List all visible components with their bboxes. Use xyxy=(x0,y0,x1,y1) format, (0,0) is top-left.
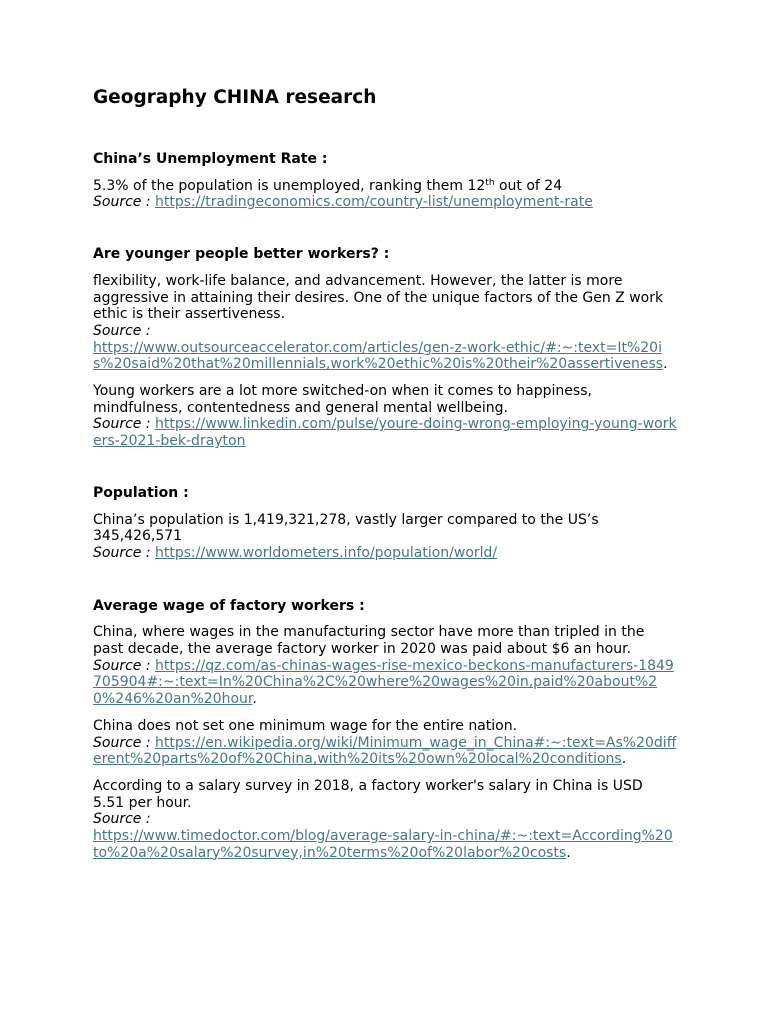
source-label: Source : xyxy=(93,657,151,674)
source-link-qz[interactable]: https://qz.com/as-chinas-wages-rise-mexico-beckons-manufacturers-1849705904#:~:text=In%20China%2C%20where%20wages%20in,paid%20about%20%246%20an%20hour xyxy=(93,657,674,708)
paragraph-gen-z xyxy=(93,273,678,373)
ordinal-superscript: th xyxy=(485,177,495,188)
gen-z-text: flexibility, work-life balance, and advancement. However, the latter is more aggressive in attaining their desires. One of the unique factors of the Gen Z work ethic is their assertiveness. xyxy=(93,272,664,323)
document-body xyxy=(93,87,678,862)
minimum-wage-text: China does not set one minimum wage for the entire nation. xyxy=(93,717,518,734)
source-link-linkedin[interactable]: https://www.linkedin.com/pulse/youre-doing-wrong-employing-young-workers-2021-bek-drayton xyxy=(93,416,677,450)
young-workers-text: Young workers are a lot more switched-on when it comes to happiness, mindfulness, contentedness and general mental wellbeing. xyxy=(93,383,592,416)
period: . xyxy=(663,356,668,373)
source-link-population[interactable]: https://www.worldometers.info/population/world/ xyxy=(155,544,498,561)
source-label: Source : xyxy=(93,416,151,433)
paragraph-salary-survey xyxy=(93,778,678,862)
population-text: China’s population is 1,419,321,278, vastly larger compared to the US’s 345,426,571 xyxy=(93,511,599,545)
source-label: Source : xyxy=(93,322,151,339)
period: . xyxy=(252,691,257,708)
source-label: Source : xyxy=(93,194,151,211)
paragraph-population xyxy=(93,512,678,562)
heading-average-wage: Average wage of factory workers : xyxy=(93,597,365,614)
paragraph-unemployment xyxy=(93,178,678,211)
wage-tripled-text: China, where wages in the manufacturing sector have more than tripled in the past decade, the average factory worker in 2020 was paid about $6 an hour. xyxy=(93,624,645,658)
paragraph-young-workers xyxy=(93,383,678,450)
paragraph-minimum-wage xyxy=(93,718,678,768)
source-label: Source : xyxy=(93,544,151,561)
paragraph-wage-tripled xyxy=(93,624,678,708)
unemployment-text: 5.3% of the population is unemployed, ranking them 12 xyxy=(93,177,486,194)
period: . xyxy=(566,844,571,861)
period: . xyxy=(621,751,627,768)
source-link-gen-z[interactable]: https://www.outsourceaccelerator.com/articles/gen-z-work-ethic/#:~:text=It%20is%20said%20that%20millennials,work%20ethic%20is%20their%20assertiveness xyxy=(93,339,664,373)
source-link-timedoctor[interactable]: https://www.timedoctor.com/blog/average-salary-in-china/#:~:text=According%20to%20a%20salary%20survey,in%20terms%20of%20labor%20costs xyxy=(93,828,673,861)
source-link-wikipedia[interactable]: https://en.wikipedia.org/wiki/Minimum_wage_in_China#:~:text=As%20different%20parts%20of%20China,with%20its%20own%20local%20conditions xyxy=(93,734,677,768)
source-label: Source : xyxy=(93,811,151,828)
unemployment-text-end: out of 24 xyxy=(494,177,563,194)
salary-survey-text: According to a salary survey in 2018, a factory worker's salary in China is USD 5.51 per hour. xyxy=(93,777,643,811)
heading-population: Population : xyxy=(93,484,189,501)
heading-unemployment: China’s Unemployment Rate : xyxy=(93,151,328,167)
heading-younger-workers: Are younger people better workers? : xyxy=(93,246,390,263)
document-title: Geography CHINA research xyxy=(93,87,377,108)
source-link-unemployment[interactable]: https://tradingeconomics.com/country-list/unemployment-rate xyxy=(155,194,593,211)
source-label: Source : xyxy=(93,734,151,751)
